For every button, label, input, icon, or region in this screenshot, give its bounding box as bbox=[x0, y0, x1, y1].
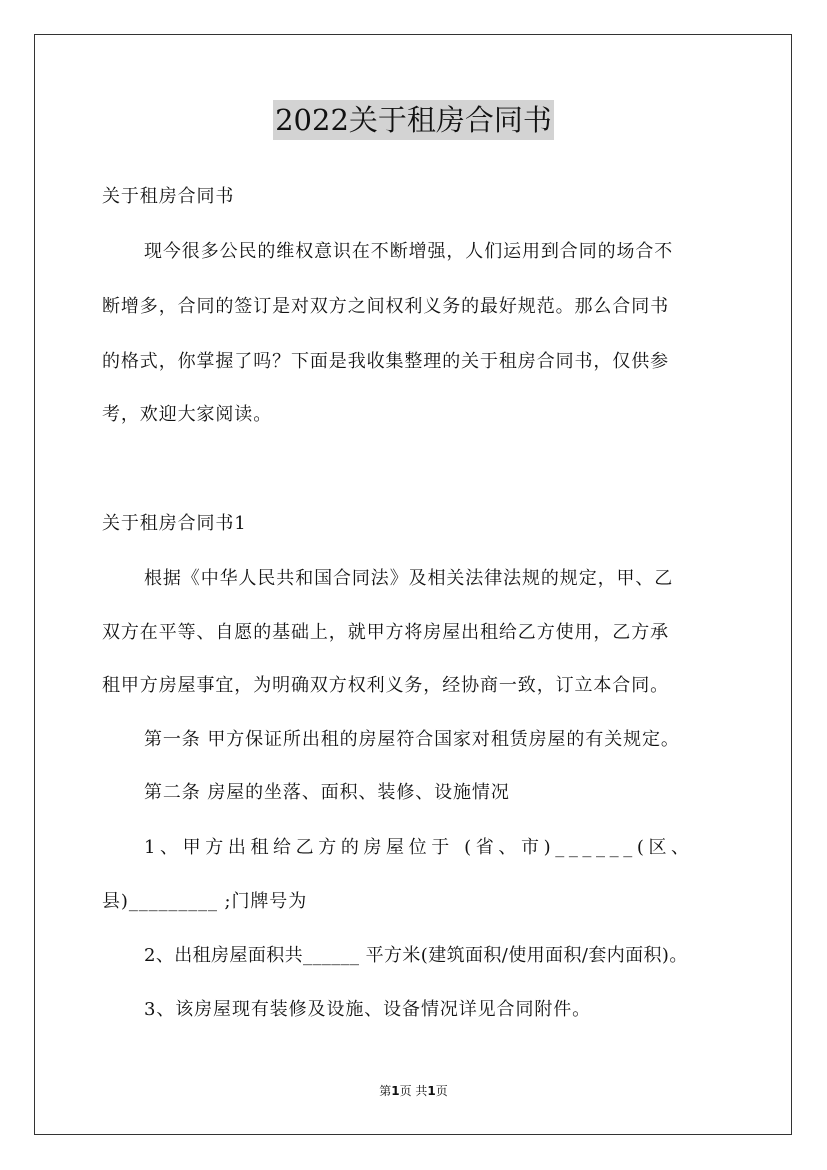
title-container bbox=[0, 100, 827, 140]
footer-page-number: 1 bbox=[391, 1084, 400, 1098]
clause-2-2: 2、出租房屋面积共______ 平方米(建筑面积/使用面积/套内面积)。 bbox=[144, 945, 688, 966]
footer-page-suffix: 页 bbox=[435, 1084, 448, 1098]
intro-paragraph-line-4: 考，欢迎大家阅读。 bbox=[102, 404, 273, 425]
clause-2-1-line-1: 1、甲方出租给乙方的房屋位于 (省、市)______(区、 bbox=[144, 837, 694, 858]
contract-paragraph-line-3: 租甲方房屋事宜，为明确双方权利义务，经协商一致，订立本合同。 bbox=[102, 675, 669, 696]
footer-total-pages: 1 bbox=[427, 1084, 436, 1098]
section-heading-intro: 关于租房合同书 bbox=[102, 186, 235, 207]
article-2: 第二条 房屋的坐落、面积、装修、设施情况 bbox=[144, 782, 510, 803]
document-title: 2022关于租房合同书 bbox=[273, 100, 554, 140]
intro-paragraph-line-3: 的格式，你掌握了吗？下面是我收集整理的关于租房合同书，仅供参 bbox=[102, 351, 669, 372]
contract-paragraph-line-1: 根据《中华人民共和国合同法》及相关法律法规的规定，甲、乙 bbox=[144, 568, 674, 589]
footer-page-prefix: 第 bbox=[379, 1084, 392, 1098]
clause-2-1-line-2: 县)_________ ;门牌号为 bbox=[102, 891, 308, 912]
intro-paragraph-line-2: 断增多，合同的签订是对双方之间权利义务的最好规范。那么合同书 bbox=[102, 296, 669, 317]
clause-2-3: 3、该房屋现有装修及设施、设备情况详见合同附件。 bbox=[144, 999, 592, 1020]
intro-paragraph-line-1: 现今很多公民的维权意识在不断增强，人们运用到合同的场合不 bbox=[144, 241, 674, 262]
section-heading-contract-1: 关于租房合同书1 bbox=[102, 513, 247, 534]
page-footer bbox=[0, 1082, 827, 1099]
article-1: 第一条 甲方保证所出租的房屋符合国家对租赁房屋的有关规定。 bbox=[144, 729, 680, 750]
contract-paragraph-line-2: 双方在平等、自愿的基础上，就甲方将房屋出租给乙方使用，乙方承 bbox=[102, 622, 669, 643]
footer-page-mid: 页 共 bbox=[399, 1084, 428, 1098]
